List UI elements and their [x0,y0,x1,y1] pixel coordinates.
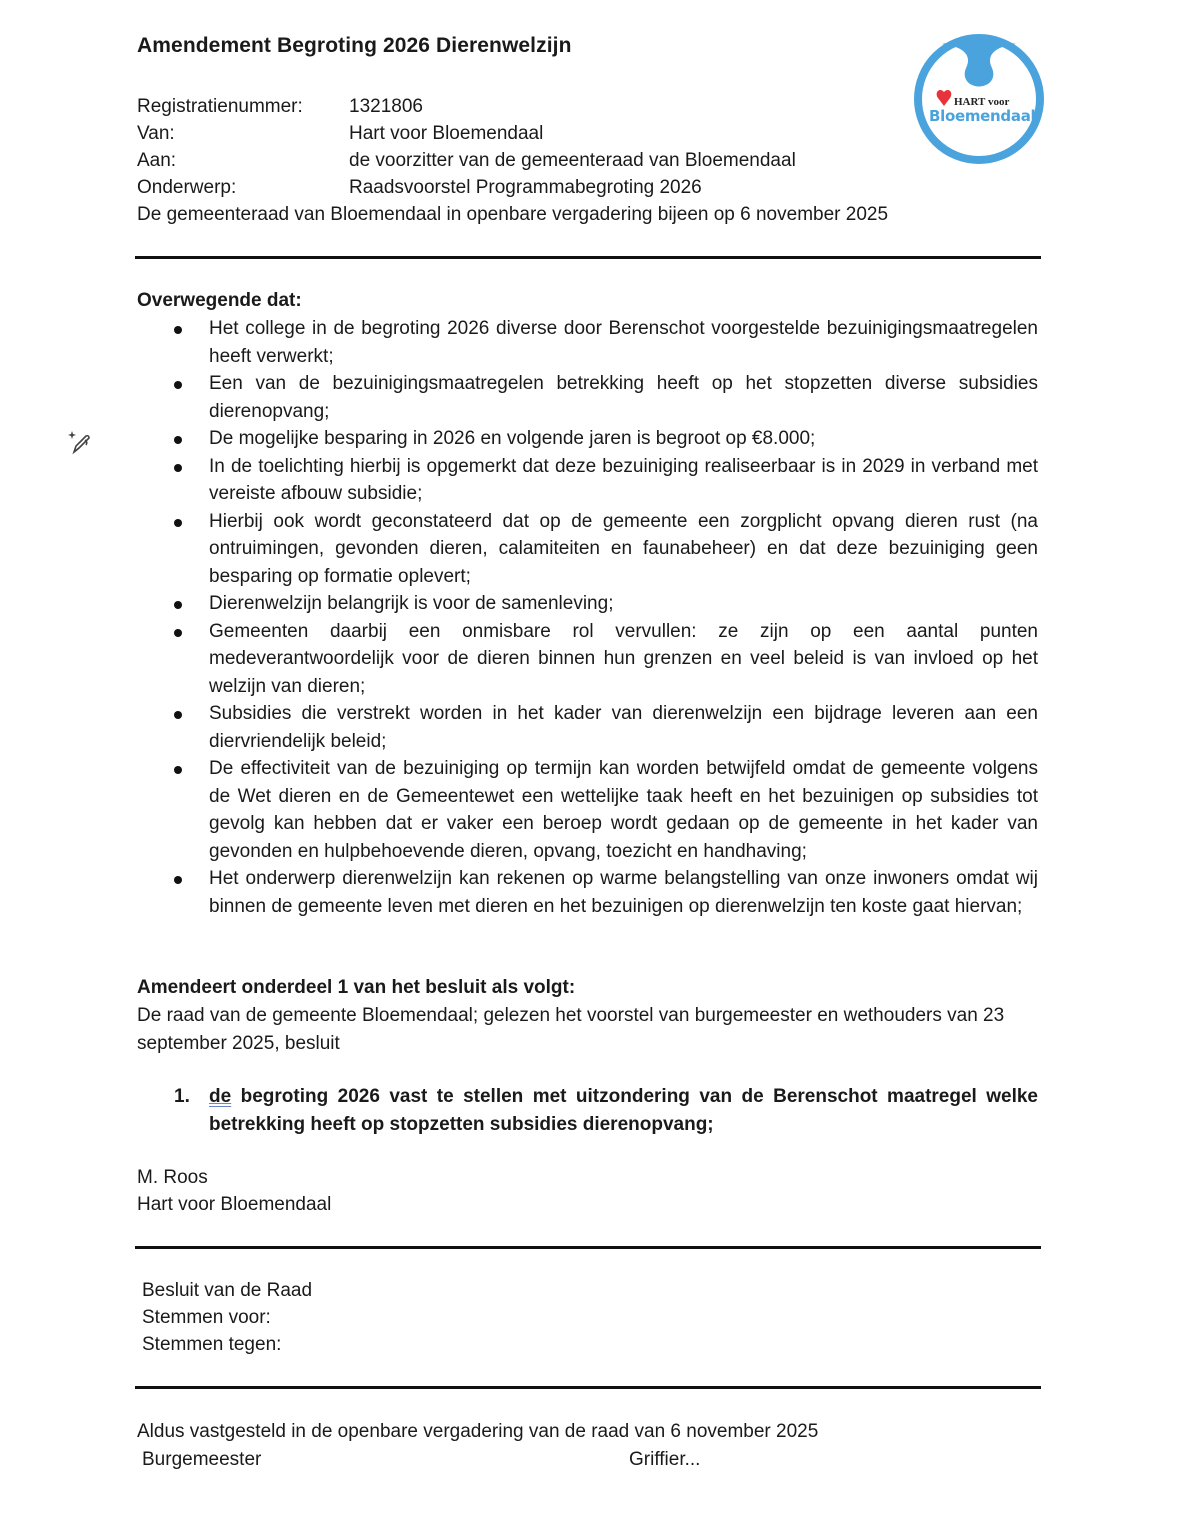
bullet-icon [174,519,182,527]
bullet-icon [174,876,182,884]
list-item: Een van de bezuinigingsmaatregelen betrekking heeft op het stopzetten diverse subsidies dierenopvang; [170,370,1038,425]
intro-line: De gemeenteraad van Bloemendaal in openbare vergadering bijeen op 6 november 2025 [137,204,889,225]
mayor-label: Burgemeester [142,1449,262,1470]
list-item: De effectiviteit van de bezuiniging op termijn kan worden betwijfeld omdat de gemeente volgens de Wet dieren en de Gemeentewet een wettelijke taak heeft en het bezuinigen op subsidies tot gevolg kan hebben dat er vaker een beroep wordt gedaan op de gemeente in het kader van gevonden en hulpbehoevende dieren, opvang, toezicht en handhaving; [170,755,1038,865]
meta-label: Aan: [137,150,177,171]
meta-subject [137,174,702,201]
adopted-line: Aldus vastgesteld in de openbare vergadering van de raad van 6 november 2025 [137,1421,819,1442]
divider [135,256,1041,259]
list-item: Hierbij ook wordt geconstateerd dat op de gemeente een zorgplicht opvang dieren rust (na ontruimingen, gevonden dieren, calamiteiten en faunabeheer) en dat deze bezuiniging geen besparing op formatie oplevert; [170,508,1038,591]
list-item: Het onderwerp dierenwelzijn kan rekenen op warme belangstelling van onze inwoners omdat wij binnen de gemeente leven met dieren en het bezuinigen op dierenwelzijn ten koste gaat hiervan; [170,865,1038,920]
votes-for-label: Stemmen voor: [142,1307,271,1328]
meta-from [137,120,543,147]
logo-line1: HART voor [954,96,1010,108]
meta-value: de voorzitter van de gemeenteraad van Bloemendaal [349,150,796,171]
meta-value: 1321806 [349,96,423,117]
amends-text: De raad van de gemeente Bloemendaal; gelezen het voorstel van burgemeester en wethouders van 23 september 2025, besluit [137,1005,1005,1054]
signer-name: M. Roos [137,1167,208,1188]
list-item: Het college in de begroting 2026 diverse door Berenschot voorgestelde bezuinigingsmaatregelen heeft verwerkt; [170,315,1038,370]
signer-party: Hart voor Bloemendaal [137,1194,332,1215]
meta-to [137,147,796,174]
bullet-icon [174,381,182,389]
spellcheck-word[interactable]: de [209,1086,232,1107]
list-item: Subsidies die verstrekt worden in het kader van dierenwelzijn een bijdrage leveren aan een diervriendelijk beleid; [170,700,1038,755]
document-title: Amendement Begroting 2026 Dierenwelzijn [137,34,572,57]
considering-list [170,315,1038,920]
decision-number: 1. [174,1086,190,1107]
considering-heading: Overwegende dat: [137,290,302,311]
council-decision-label: Besluit van de Raad [142,1280,313,1301]
divider [135,1386,1041,1389]
divider [135,1246,1041,1249]
logo-line2: Bloemendaal [929,107,1036,125]
list-item: De mogelijke besparing in 2026 en volgende jaren is begroot op €8.000; [170,425,1038,453]
meta-registration [137,93,423,120]
votes-against-label: Stemmen tegen: [142,1334,282,1355]
meta-label: Van: [137,123,175,144]
bullet-icon [174,629,182,637]
bullet-icon [174,711,182,719]
list-item: Dierenwelzijn belangrijk is voor de samenleving; [170,590,1038,618]
clerk-label: Griffier... [629,1449,701,1470]
list-item: Gemeenten daarbij een onmisbare rol vervullen: ze zijn op een aantal punten medeverantwoordelijk voor de dieren binnen hun grenzen en veel beleid is van invloed op het welzijn van dieren; [170,618,1038,701]
bullet-icon [174,464,182,472]
party-logo [912,32,1046,166]
meta-label: Registratienummer: [137,96,303,117]
ai-pen-sparkle-icon[interactable] [66,428,94,456]
decision-text: begroting 2026 vast te stellen met uitzondering van de Berenschot maatregel welke betrekking heeft op stopzetten subsidies dierenopvang; [209,1086,1038,1135]
bullet-icon [174,601,182,609]
meta-label: Onderwerp: [137,177,237,198]
bullet-icon [174,436,182,444]
meta-value: Raadsvoorstel Programmabegroting 2026 [349,177,702,198]
list-item: In de toelichting hierbij is opgemerkt dat deze bezuiniging realiseerbaar is in 2029 in verband met vereiste afbouw subsidie; [170,453,1038,508]
bullet-icon [174,766,182,774]
bullet-icon [174,326,182,334]
decision-item [170,1083,1038,1138]
meta-value: Hart voor Bloemendaal [349,123,544,144]
amends-heading: Amendeert onderdeel 1 van het besluit als volgt: [137,977,576,998]
